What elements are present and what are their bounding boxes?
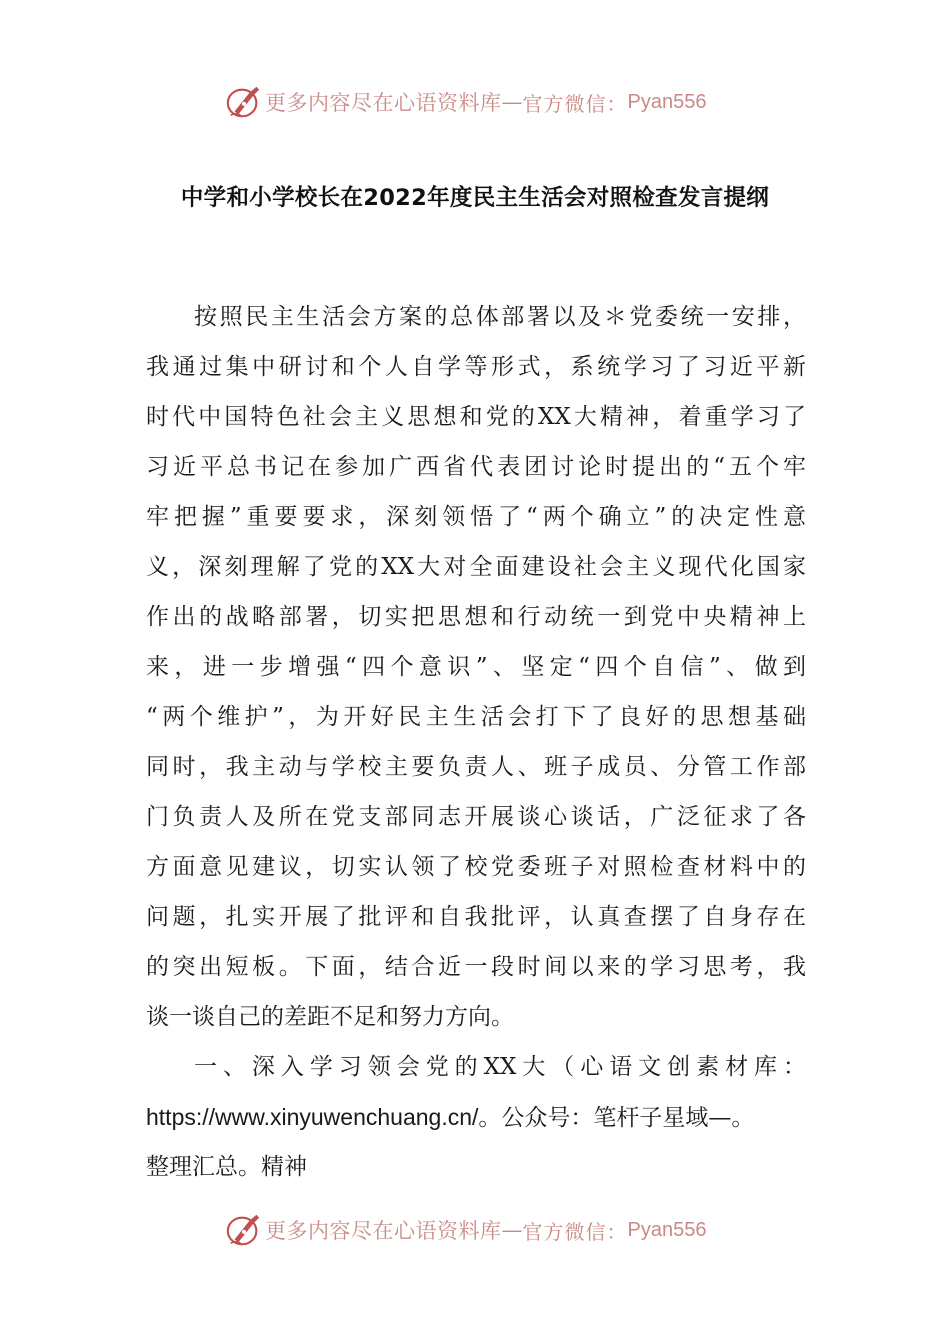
banner-wechat-label: 官方微信： [522,91,628,116]
body-line: 习近平总书记在参加广西省代表团讨论时提出的“五个牢 [146,454,806,480]
body-line: 的突出短板。下面，结合近一段时间以来的学习思考，我 [146,954,806,980]
body-line: 我通过集中研讨和个人自学等形式，系统学习了习近平新 [146,354,806,380]
pen-nib-logo-icon [225,1211,263,1249]
body-line: 来，进一步增强“四个意识”、坚定“四个自信”、做到 [146,654,806,680]
banner-wechat-id: Pyan556 [627,90,707,113]
banner-dash: — [501,90,523,114]
section-line: 整理汇总。精神 [146,1154,307,1180]
body-line: 门负责人及所在党支部同志开展谈心谈话，广泛征求了各 [146,804,806,830]
body-line: 问题，扎实开展了批评和自我批评，认真查摆了自身存在 [146,904,806,930]
source-url-link[interactable]: https://www.xinyuwenchuang.cn/ [146,1104,479,1130]
banner-wechat-id: Pyan556 [627,1218,707,1241]
body-line: 方面意见建议，切实认领了校党委班子对照检查材料中的 [146,854,806,880]
body-line: 按照民主生活会方案的总体部署以及＊党委统一安排， [194,304,806,330]
body-line: “两个维护”，为开好民主生活会打下了良好的思想基础 [146,704,806,730]
banner-brand-text: 更多内容尽在心语资料库 [265,1219,502,1243]
pen-nib-logo-icon [225,83,263,121]
body-line: 作出的战略部署，切实把思想和行动统一到党中央精神上 [146,604,806,630]
body-line: 义，深刻理解了党的XX大对全面建设社会主义现代化国家 [146,554,806,580]
section-line-rest: 。公众号：笔杆子星域—。 [478,1105,755,1131]
section-url-line [146,1092,806,1142]
body-line: 同时，我主动与学校主要负责人、班子成员、分管工作部 [146,754,806,780]
body-line: 牢把握”重要要求，深刻领悟了“两个确立”的决定性意 [146,504,806,530]
document-title: 中学和小学校长在2022年度民主生活会对照检查发言提纲 [180,185,770,211]
section-heading-line: 一、深入学习领会党的XX大（心语文创素材库： [194,1054,806,1080]
body-line: 谈一谈自己的差距不足和努力方向。 [146,1004,514,1030]
banner-brand-text: 更多内容尽在心语资料库 [265,91,502,115]
header-banner [225,82,745,122]
body-line: 时代中国特色社会主义思想和党的XX大精神，着重学习了 [146,404,806,430]
banner-wechat-label: 官方微信： [522,1219,628,1244]
document-body [146,292,806,1192]
banner-dash: — [501,1218,523,1242]
footer-banner [225,1210,745,1250]
